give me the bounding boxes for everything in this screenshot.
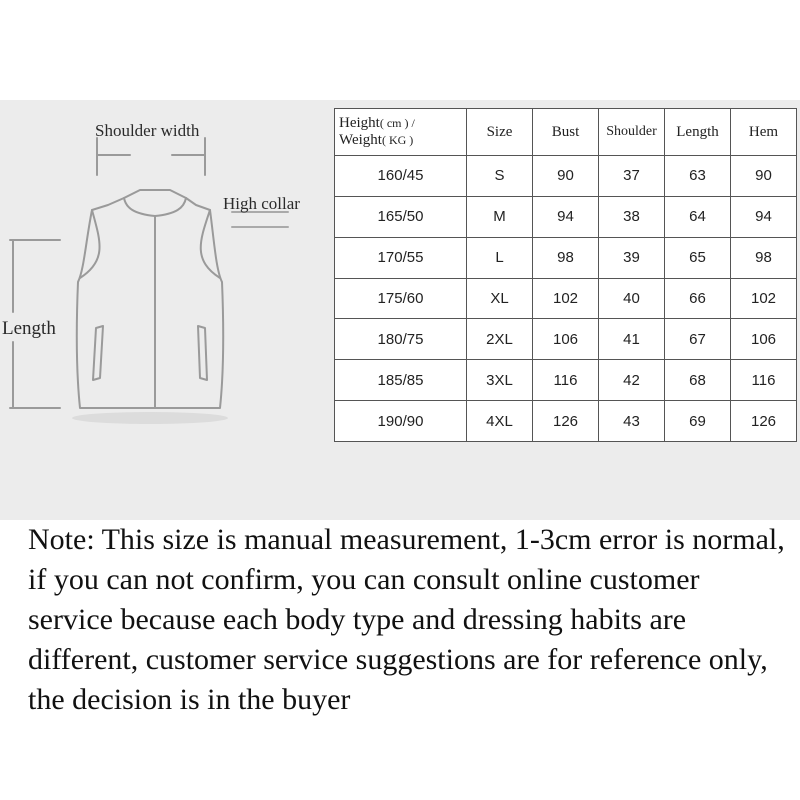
header-size: Size xyxy=(467,109,533,156)
table-row: 170/55 L 98 39 65 98 xyxy=(335,237,797,278)
table-row: 175/60 XL 102 40 66 102 xyxy=(335,278,797,319)
header-hem: Hem xyxy=(731,109,797,156)
header-bust: Bust xyxy=(533,109,599,156)
shoulder-width-label: Shoulder width xyxy=(95,121,200,140)
length-label: Length xyxy=(2,318,56,339)
header-height-weight: Height( cm ) / Weight( KG ) xyxy=(335,109,467,156)
size-chart-panel xyxy=(0,100,800,520)
vest-diagram xyxy=(0,100,330,520)
size-table xyxy=(334,108,797,442)
table-row: 160/45 S 90 37 63 90 xyxy=(335,156,797,197)
header-length: Length xyxy=(665,109,731,156)
header-shoulder: Shoulder xyxy=(599,109,665,156)
table-row: 190/90 4XL 126 43 69 126 xyxy=(335,401,797,442)
table-row: 180/75 2XL 106 41 67 106 xyxy=(335,319,797,360)
table-row: 185/85 3XL 116 42 68 116 xyxy=(335,360,797,401)
table-row: 165/50 M 94 38 64 94 xyxy=(335,196,797,237)
table-header-row xyxy=(335,109,797,156)
high-collar-label: High collar xyxy=(223,194,300,213)
vest-outline-icon xyxy=(0,100,330,520)
measurement-note: Note: This size is manual measurement, 1-3cm error is normal, if you can not confirm, you can consult online customer service because each body type and dressing habits are different, customer service suggestions are for reference only, the decision is in the buyer xyxy=(28,523,785,716)
